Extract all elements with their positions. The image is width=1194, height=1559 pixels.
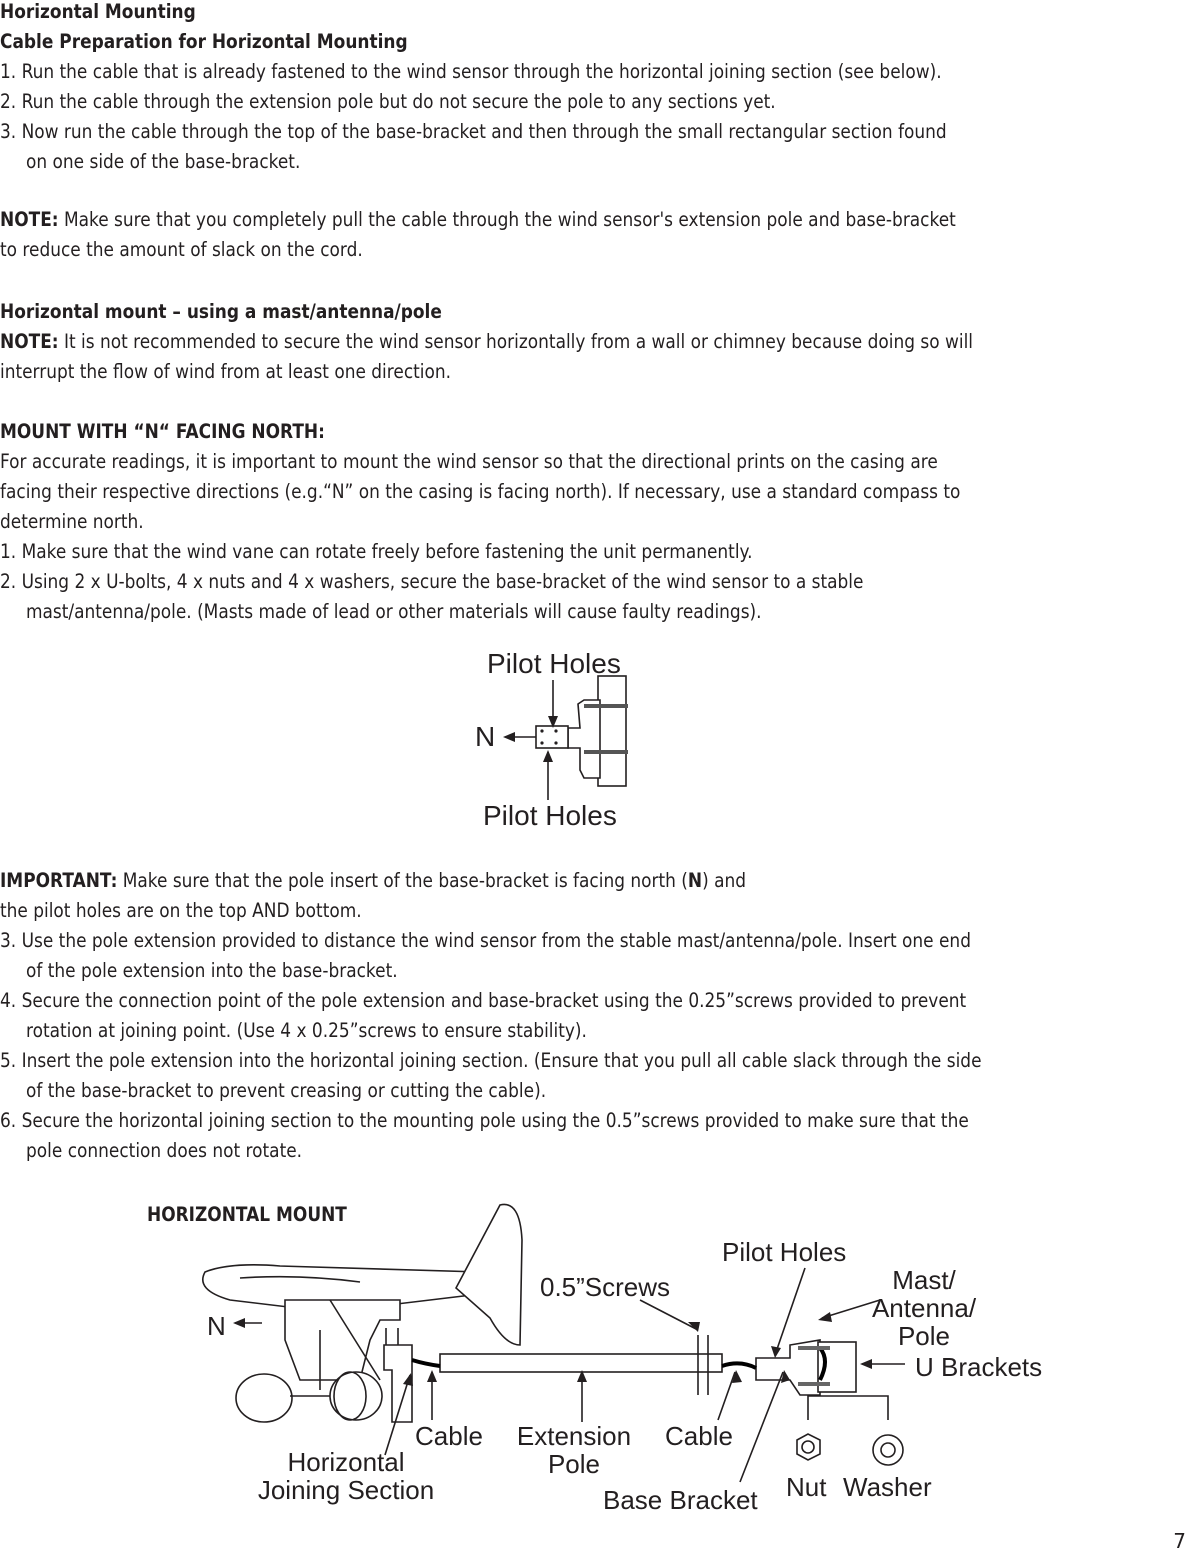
mast-heading: Horizontal mount – using a mast/antenna/pole (0, 300, 442, 323)
step-4: 4. Secure the connection point of the pole extension and base-bracket using the 0.25”screws provided to prevent (0, 989, 967, 1012)
horizontal-joining-line-1: Horizontal (287, 1447, 405, 1477)
page-number: 7 (1173, 1529, 1186, 1553)
extension-pole-shape (440, 1354, 722, 1372)
sensor-housing-shape (285, 1300, 400, 1380)
north-line-3: determine north. (0, 510, 144, 533)
mast-label (868, 1266, 980, 1350)
mast-label-line-2: Antenna/ (871, 1293, 977, 1323)
cable-step-3-cont: on one side of the base-bracket. (26, 150, 301, 173)
mount-step-1: 1. Make sure that the wind vane can rotate freely before fastening the unit permanently. (0, 540, 753, 563)
cable-prep-heading: Cable Preparation for Horizontal Mounting (0, 30, 408, 53)
note-2-cont: interrupt the flow of wind from at least one direction. (0, 360, 452, 383)
extension-pole-line-2: Pole (547, 1449, 601, 1479)
cable-left-label: Cable (415, 1421, 483, 1451)
north-line-2: facing their respective directions (e.g.“N” on the casing is facing north). If necessary, use a standard compass to (0, 480, 961, 503)
extension-pole-line-1: Extension (516, 1421, 632, 1451)
mount-step-2: 2. Using 2 x U-bolts, 4 x nuts and 4 x washers, secure the base-bracket of the wind sensor to a stable (0, 570, 864, 593)
nut-shape (797, 1434, 820, 1460)
note-2-text: It is not recommended to secure the wind sensor horizontally from a wall or chimney because doing so will (58, 330, 974, 353)
anemometer-cup-left (236, 1374, 292, 1422)
pilot-holes-bottom-label: Pilot Holes (483, 800, 617, 831)
washer-label: Washer (843, 1472, 932, 1502)
base-bracket-label: Base Bracket (603, 1485, 758, 1515)
north-label: N (475, 721, 496, 752)
north-2-label: N (207, 1311, 226, 1341)
step-6: 6. Secure the horizontal joining section to the mounting pole using the 0.5”screws provided to make sure that the (0, 1109, 969, 1132)
tail-fin-shape (456, 1204, 522, 1345)
nut-label: Nut (786, 1472, 827, 1502)
important-text-a: Make sure that the pole insert of the base-bracket is facing north ( (117, 869, 688, 892)
important-text-b: ) and (702, 869, 747, 892)
north-line-1: For accurate readings, it is important to mount the wind sensor so that the directional prints on the casing are (0, 450, 938, 473)
step-3: 3. Use the pole extension provided to distance the wind sensor from the stable mast/antenna/pole. Insert one end (0, 929, 971, 952)
note-1-label: NOTE: (0, 208, 59, 231)
note-1-text: Make sure that you completely pull the cable through the wind sensor's extension pole and base-bracket (58, 208, 956, 231)
washer-shape (873, 1435, 903, 1465)
step-5: 5. Insert the pole extension into the horizontal joining section. (Ensure that you pull all cable slack through the side (0, 1049, 982, 1072)
important-bold-n: N (687, 869, 703, 892)
mount-step-2-cont: mast/antenna/pole. (Masts made of lead or other materials will cause faulty readings). (26, 600, 762, 623)
cable-step-3: 3. Now run the cable through the top of the base-bracket and then through the small rectangular section found (0, 120, 947, 143)
north-arrow-2-head (233, 1318, 245, 1328)
cable-step-1: 1. Run the cable that is already fastened to the wind sensor through the horizontal joining section (see below). (0, 60, 942, 83)
mast-label-line-3: Pole (897, 1321, 951, 1351)
horizontal-joining-label (247, 1448, 445, 1504)
horizontal-joining-line-2: Joining Section (257, 1475, 435, 1505)
screws-label: 0.5”Screws (540, 1272, 671, 1302)
note-1-cont: to reduce the amount of slack on the cord. (0, 238, 363, 261)
pilot-holes-2-label: Pilot Holes (722, 1237, 847, 1267)
important-note-cont: the pilot holes are on the top AND bottom. (0, 899, 362, 922)
horizontal-mount-caption: HORIZONTAL MOUNT (147, 1203, 347, 1226)
important-label: IMPORTANT: (0, 869, 118, 892)
note-2-label: NOTE: (0, 330, 59, 353)
mast-label-line-1: Mast/ (892, 1265, 956, 1295)
pilot-holes-top-label: Pilot Holes (487, 648, 621, 679)
step-6-cont: pole connection does not rotate. (26, 1139, 303, 1162)
step-4-cont: rotation at joining point. (Use 4 x 0.25”screws to ensure stability). (26, 1019, 587, 1042)
north-heading: MOUNT WITH “N“ FACING NORTH: (0, 420, 325, 443)
step-5-cont: of the base-bracket to prevent creasing or cutting the cable). (26, 1079, 547, 1102)
cable-right-label: Cable (665, 1421, 733, 1451)
u-brackets-label: U Brackets (915, 1352, 1043, 1382)
extension-pole-label (512, 1422, 636, 1478)
step-3-cont: of the pole extension into the base-bracket. (26, 959, 398, 982)
page-title: Horizontal Mounting (0, 0, 196, 23)
cable-step-2: 2. Run the cable through the extension pole but do not secure the pole to any sections yet. (0, 90, 776, 113)
